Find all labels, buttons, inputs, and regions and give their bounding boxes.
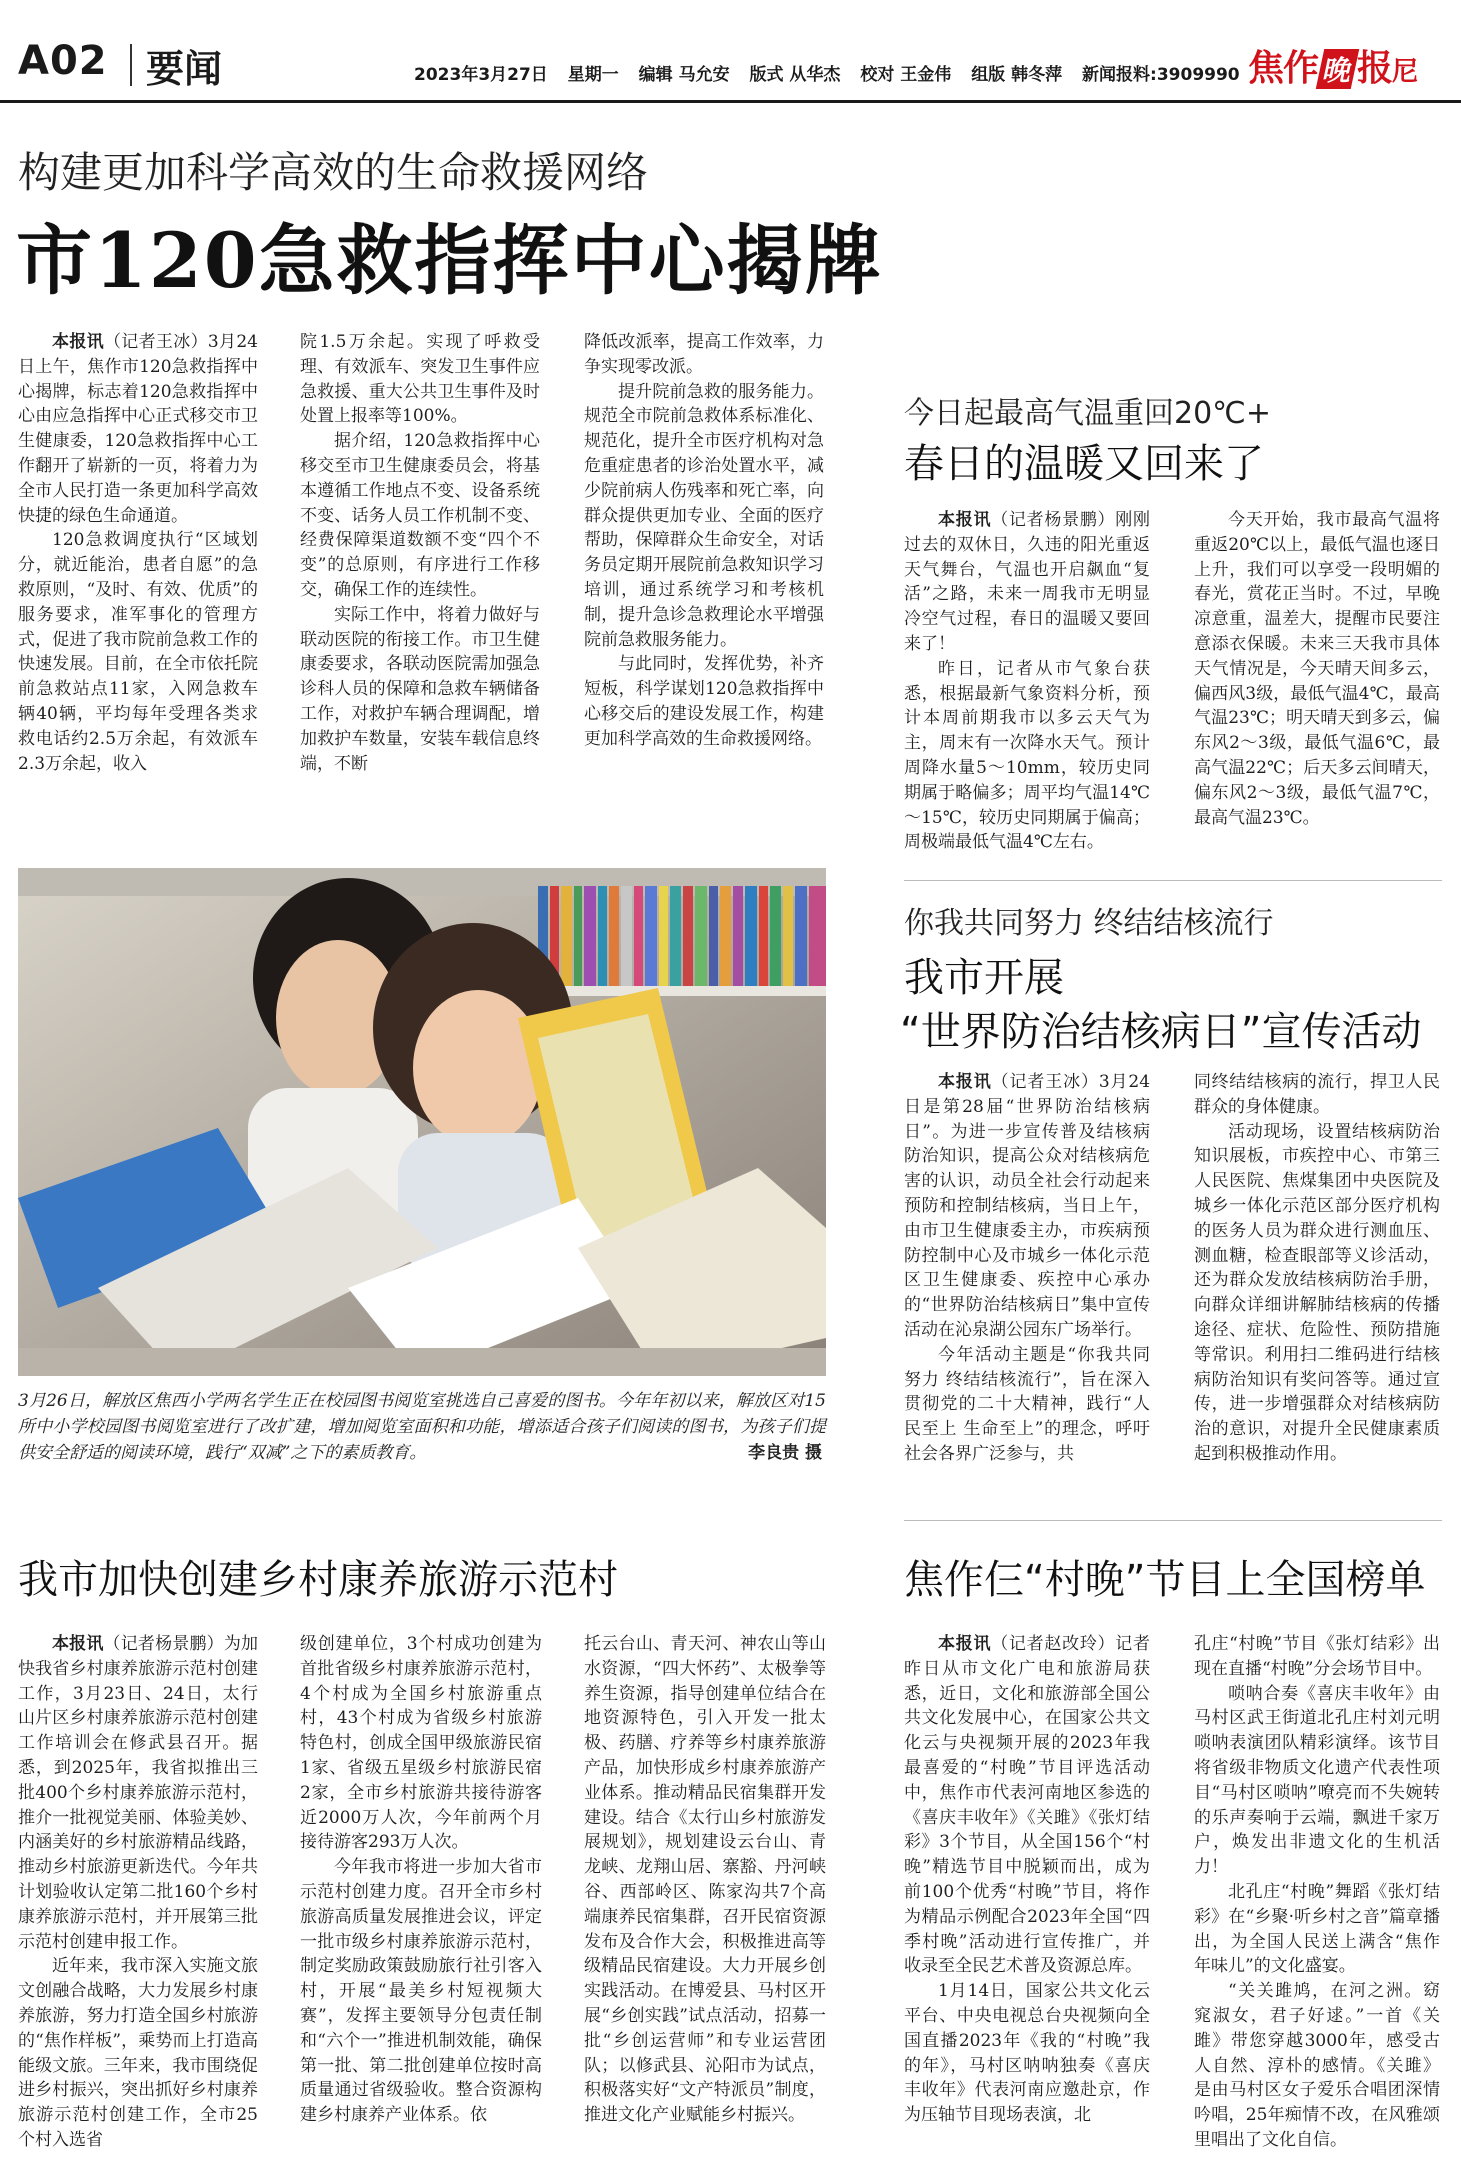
logo-right: 报 <box>1357 48 1393 89</box>
library-photo-illustration <box>18 868 826 1376</box>
article4-col1 <box>18 1632 258 2153</box>
article3-col2 <box>1194 1070 1440 1467</box>
article1-col2-p2: 实际工作中，将着力做好与联动医院的衔接工作。市卫生健康委要求，各联动医院需加强急诊科人员的保障和急救车辆储备工作，对救护车辆合理调配，增加救护车数量，安装车载信息终端，不断 <box>300 604 540 774</box>
article1-col3-p0: 降低改派率，提高工作效率，力争实现零改派。 <box>584 332 824 377</box>
article3-col1 <box>904 1070 1150 1467</box>
article5-col2-p1: 唢呐合奏《喜庆丰收年》由马村区武王街道北孔庄村刘元明唢呐表演团队精彩演绎。该节目将省级非物质文化遗产代表性项目“马村区唢呐”嘹亮而不失婉转的乐声奏响于云端，飘进千家万户，焕发出非遗文化的生机活力！ <box>1194 1683 1440 1878</box>
article1-byline: （记者王冰） <box>103 332 208 352</box>
article3-kicker: 你我共同努力 终结结核流行 <box>904 906 1274 941</box>
header-rule <box>0 100 1461 103</box>
photo-caption-text: 3月26日，解放区焦西小学两名学生正在校园图书阅览室挑选自己喜爱的图书。今年年初以来，解放区对15所中小学校园图书阅览室进行了改扩建，增加阅览室面积和功能，增添适合孩子们阅读的图书，为孩子们提供安全舒适的阅读环境，践行“双减”之下的素质教育。 <box>18 1391 826 1463</box>
article3-headline-line1: 我市开展 <box>904 955 1064 1001</box>
article2-col1 <box>904 508 1150 855</box>
article3-top-rule <box>904 880 1442 881</box>
article2-byline: （记者杨景鹏） <box>991 510 1116 530</box>
newspaper-logo <box>1248 40 1448 94</box>
article1-col1 <box>18 330 258 776</box>
article1-p1: 3月24日上午，焦作市120急救指挥中心揭牌，标志着120急救指挥中心由应急指挥中心正式移交市卫生健康委，120急救指挥中心工作翻开了崭新的一页，将着力为全市人民打造一条更加科学高效快捷的绿色生命通道。 <box>18 332 258 526</box>
article2-p1: 刚刚过去的双休日，久违的阳光重返天气舞台，气温也开启飙血“复活”之路，未来一周我市无明显冷空气过程，春日的温暖又要回来了！ <box>904 510 1151 654</box>
article2-kicker: 今日起最高气温重回20℃+ <box>904 396 1272 431</box>
article1-kicker: 构建更加科学高效的生命救援网络 <box>18 148 649 197</box>
article4-col2-p0: 级创建单位，3个村成功创建为首批省级乡村康养旅游示范村，4个村成为全国乡村旅游重点村，43个村成为省级乡村旅游特色村，创成全国甲级旅游民宿1家、省级五星级乡村旅游民宿2家，全市乡村旅游共接待游客近2000万人次，今年前两个月接待游客293万人次。 <box>300 1634 542 1853</box>
layout-credit: 版式 从华杰 <box>749 65 841 85</box>
article3-col2-p1: 活动现场，设置结核病防治知识展板，市疾控中心、市第三人民医院、焦煤集团中央医院及城乡一体化示范区部分医疗机构的医务人员为群众进行测血压、测血糖，检查眼部等义诊活动，还为群众发放结核病防治手册，向群众详细讲解肺结核病的传播途径、症状、危险性、预防措施等常识。利用扫二维码进行结核病防治知识有奖问答等。通过宣传，进一步增强群众对结核病防治的意识，对提升全民健康素质起到积极推动作用。 <box>1194 1121 1440 1464</box>
article2-col2-p1: 今天开始，我市最高气温将重返20℃以上，最低气温也逐日上升，我们可以享受一段明媚的春光，赏花正当时。不过，早晚凉意重，温差大，提醒市民要注意添衣保暖。未来三天我市具体天气情况是，今天晴天间多云，偏西风3级，最低气温4℃，最高气温23℃；明天晴天到多云，偏东风2～3级，最低气温6℃，最高气温22℃；后天多云间晴天，偏东风2～3级，最低气温7℃，最高气温23℃。 <box>1194 510 1440 828</box>
article4-byline: （记者杨景鹏） <box>103 1634 224 1654</box>
group-credit: 组版 韩冬萍 <box>971 65 1063 85</box>
article5-headline: 焦作仨“村晚”节目上全国榜单 <box>904 1557 1426 1603</box>
article5-col2-p0: 孔庄“村晚”节目《张灯结彩》出现在直播“村晚”分会场节目中。 <box>1194 1634 1440 1679</box>
article4-p1: 为加快我省乡村康养旅游示范村创建工作，3月23日、24日，太行山片区乡村康养旅游示范村创建工作培训会在修武县召开。据悉，到2025年，我省拟推出三批400个乡村康养旅游示范村，推介一批视觉美丽、体验美妙、内涵美好的乡村旅游精品线路，推动乡村旅游更新迭代。今年共计划验收认定第二批160个乡村康养旅游示范村，并开展第三批示范村创建申报工作。 <box>18 1634 259 1952</box>
article3-col2-p0: 同终结结核病的流行，捍卫人民群众的身体健康。 <box>1194 1072 1440 1117</box>
article4-lead: 本报讯 <box>52 1634 104 1654</box>
article1-col2-p1: 据介绍，120急救指挥中心移交至市卫生健康委员会，将基本遵循工作地点不变、设备系统不变、话务人员工作机制不变、经费保障渠道数额不变“四个不变”的总原则，有序进行工作移交，确保工作的连续性。 <box>300 431 540 600</box>
article1-col3-p2: 与此同时，发挥优势，补齐短板，科学谋划120急救指挥中心移交后的建设发展工作，构建更加科学高效的生命救援网络。 <box>584 654 824 749</box>
article2-p2: 昨日，记者从市气象台获悉，根据最新气象资料分析，预计本周前期我市以多云天气为主，周末有一次降水天气。预计周降水量5～10mm，较历史同期属于略偏多；周平均气温14℃～15℃，较历史同期属于偏高；周极端最低气温4℃左右。 <box>904 658 1150 853</box>
article4-col2 <box>300 1632 542 2128</box>
article1-p2: 120急救调度执行“区域划分，就近能治，患者自愿”的急救原则，“及时、有效、优质”的服务要求，准军事化的管理方式，促进了我市院前急救工作的快速发展。目前，在全市依托院前急救站点11家，入网急救车辆40辆，平均每年受理各类求救电话约2.5万余起，有效派车2.3万余起，收入 <box>18 530 258 774</box>
article3-p2: 今年活动主题是“你我共同努力 终结结核流行”，旨在深入贯彻党的二十大精神，践行“人民至上 生命至上”的理念，呼吁社会各界广泛参与，共 <box>904 1344 1150 1464</box>
article3-p1: 3月24日是第28届“世界防治结核病日”。为进一步宣传普及结核病防治知识，提高公众对结核病危害的认识，动员全社会行动起来预防和控制结核病，当日上午，由市卫生健康委主办，市疾病预防控制中心及市城乡一体化示范区卫生健康委、疾控中心承办的“世界防治结核病日”集中宣传活动在沁泉湖公园东广场举行。 <box>904 1072 1151 1340</box>
page-number: A02 <box>18 38 108 84</box>
article2-headline: 春日的温暖又回来了 <box>904 441 1264 487</box>
article4-col2-p1: 今年我市将进一步加大省市示范村创建力度。召开全市乡村旅游高质量发展推进会议，评定一批市级乡村康养旅游示范村，制定奖励政策鼓励旅行社引客入村，开展“最美乡村短视频大赛”，发挥主要领导分包责任制和“六个一”推进机制效能，确保第一批、第二批创建单位按时高质量通过省级验收。整合资源构建乡村康养产业体系。依 <box>300 1857 542 2126</box>
news-hotline: 新闻报料:3909990 <box>1082 65 1240 85</box>
article5-col2 <box>1194 1632 1440 2153</box>
logo-badge: 晚 <box>1316 49 1360 89</box>
proofread-credit: 校对 王金伟 <box>860 65 952 85</box>
header-meta <box>414 60 1254 85</box>
logo-tail: 尼 <box>1392 57 1418 87</box>
news-photo <box>18 868 826 1376</box>
article5-col2-p3: “关关雎鸠，在河之洲。窈窕淑女，君子好逑。”一首《关雎》带您穿越3000年，感受古人自然、淳朴的感情。《关雎》是由马村区女子爱乐合唱团深情吟唱，25年痴情不改，在风雅颂里唱出了文化自信。 <box>1194 1981 1440 2150</box>
article1-lead: 本报讯 <box>52 332 104 352</box>
issue-weekday: 星期一 <box>567 65 619 85</box>
issue-date: 2023年3月27日 <box>414 65 548 85</box>
article5-col1 <box>904 1632 1150 2128</box>
article3-byline: （记者王冰） <box>991 1072 1099 1092</box>
article3-lead: 本报讯 <box>938 1072 992 1092</box>
article1-col3 <box>584 330 824 752</box>
photo-credit: 李良贵 摄 <box>748 1443 822 1463</box>
article5-byline: （记者赵改玲） <box>991 1634 1116 1654</box>
article3-headline-line2: “世界防治结核病日”宣传活动 <box>900 1009 1422 1055</box>
photo-caption <box>18 1388 826 1466</box>
header-divider <box>130 44 132 86</box>
article1-col3-p1: 提升院前急救的服务能力。规范全市院前急救体系标准化、规范化，提升全市医疗机构对急危重症患者的诊治处置水平，减少院前病人伤残率和死亡率，向群众提供更加专业、全面的医疗帮助，保障群众生命安全，对话务员定期开展院前急救知识学习培训，通过系统学习和考核机制，提升急诊急救理论水平增强院前急救服务能力。 <box>584 381 824 650</box>
article2-lead: 本报讯 <box>938 510 992 530</box>
logo-left: 焦作 <box>1248 48 1319 89</box>
article1-headline: 市120急救指挥中心揭牌 <box>16 216 883 305</box>
article4-col3-p0: 托云台山、青天河、神农山等山水资源，“四大怀药”、太极拳等养生资源，指导创建单位结合在地资源特色，引入开发一批太极、药膳、疗养等乡村康养旅游产品，加快形成乡村康养旅游产业体系。推动精品民宿集群开发建设。结合《太行山乡村旅游发展规划》，规划建设云台山、青龙峡、龙翔山居、寨豁、丹河峡谷、西部岭区、陈家沟共7个高端康养民宿集群，召开民宿资源发布及合作大会，积极推进高等级精品民宿建设。大力开展乡创实践活动。在博爱县、马村区开展“乡创实践”试点活动，招募一批“乡创运营师”和专业运营团队；以修武县、沁阳市为试点，积极落实好“文产特派员”制度，推进文化产业赋能乡村振兴。 <box>584 1634 826 2126</box>
article4-p2: 近年来，我市深入实施文旅文创融合战略，大力发展乡村康养旅游，努力打造全国乡村旅游的“焦作样板”，乘势而上打造高能级文旅。三年来，我市围绕促进乡村振兴，突出抓好乡村康养旅游示范村创建工作，全市25个村入选省 <box>18 1956 258 2150</box>
article4-headline: 我市加快创建乡村康养旅游示范村 <box>18 1557 618 1603</box>
article1-col2 <box>300 330 540 776</box>
article4-col3 <box>584 1632 826 2128</box>
article5-top-rule <box>904 1520 1442 1521</box>
article1-col2-p0: 院1.5万余起。实现了呼救受理、有效派车、突发卫生事件应急救援、重大公共卫生事件及时处置上报率等100%。 <box>300 332 540 427</box>
article5-p1: 记者昨日从市文化广电和旅游局获悉，近日，文化和旅游部全国公共文化发展中心，在国家公共文化云与央视频开展的2023年我最喜爱的“村晚”节目评选活动中，焦作市代表河南地区参选的《喜庆丰收年》《关雎》《张灯结彩》3个节目，从全国156个“村晚”精选节目中脱颖而出，成为前100个优秀“村晚”节目，将作为精品示例配合2023年全国“四季村晚”活动进行宣传推广，并收录至全民艺术普及资源总库。 <box>904 1634 1151 1977</box>
editor-credit: 编辑 马允安 <box>638 65 730 85</box>
article5-lead: 本报讯 <box>938 1634 992 1654</box>
section-title: 要闻 <box>146 47 223 91</box>
article5-col2-p2: 北孔庄“村晚”舞蹈《张灯结彩》在“乡聚·听乡村之音”篇章播出，为全国人民送上满含“焦作年味儿”的文化盛宴。 <box>1194 1881 1440 1977</box>
article2-col2 <box>1194 508 1440 830</box>
article5-p2: 1月14日，国家公共文化云平台、中央电视总台央视频向全国直播2023年《我的“村晚”我的年》，马村区呐呐独奏《喜庆丰收年》代表河南应邀赴京，作为压轴节目现场表演，北 <box>904 1981 1150 2126</box>
